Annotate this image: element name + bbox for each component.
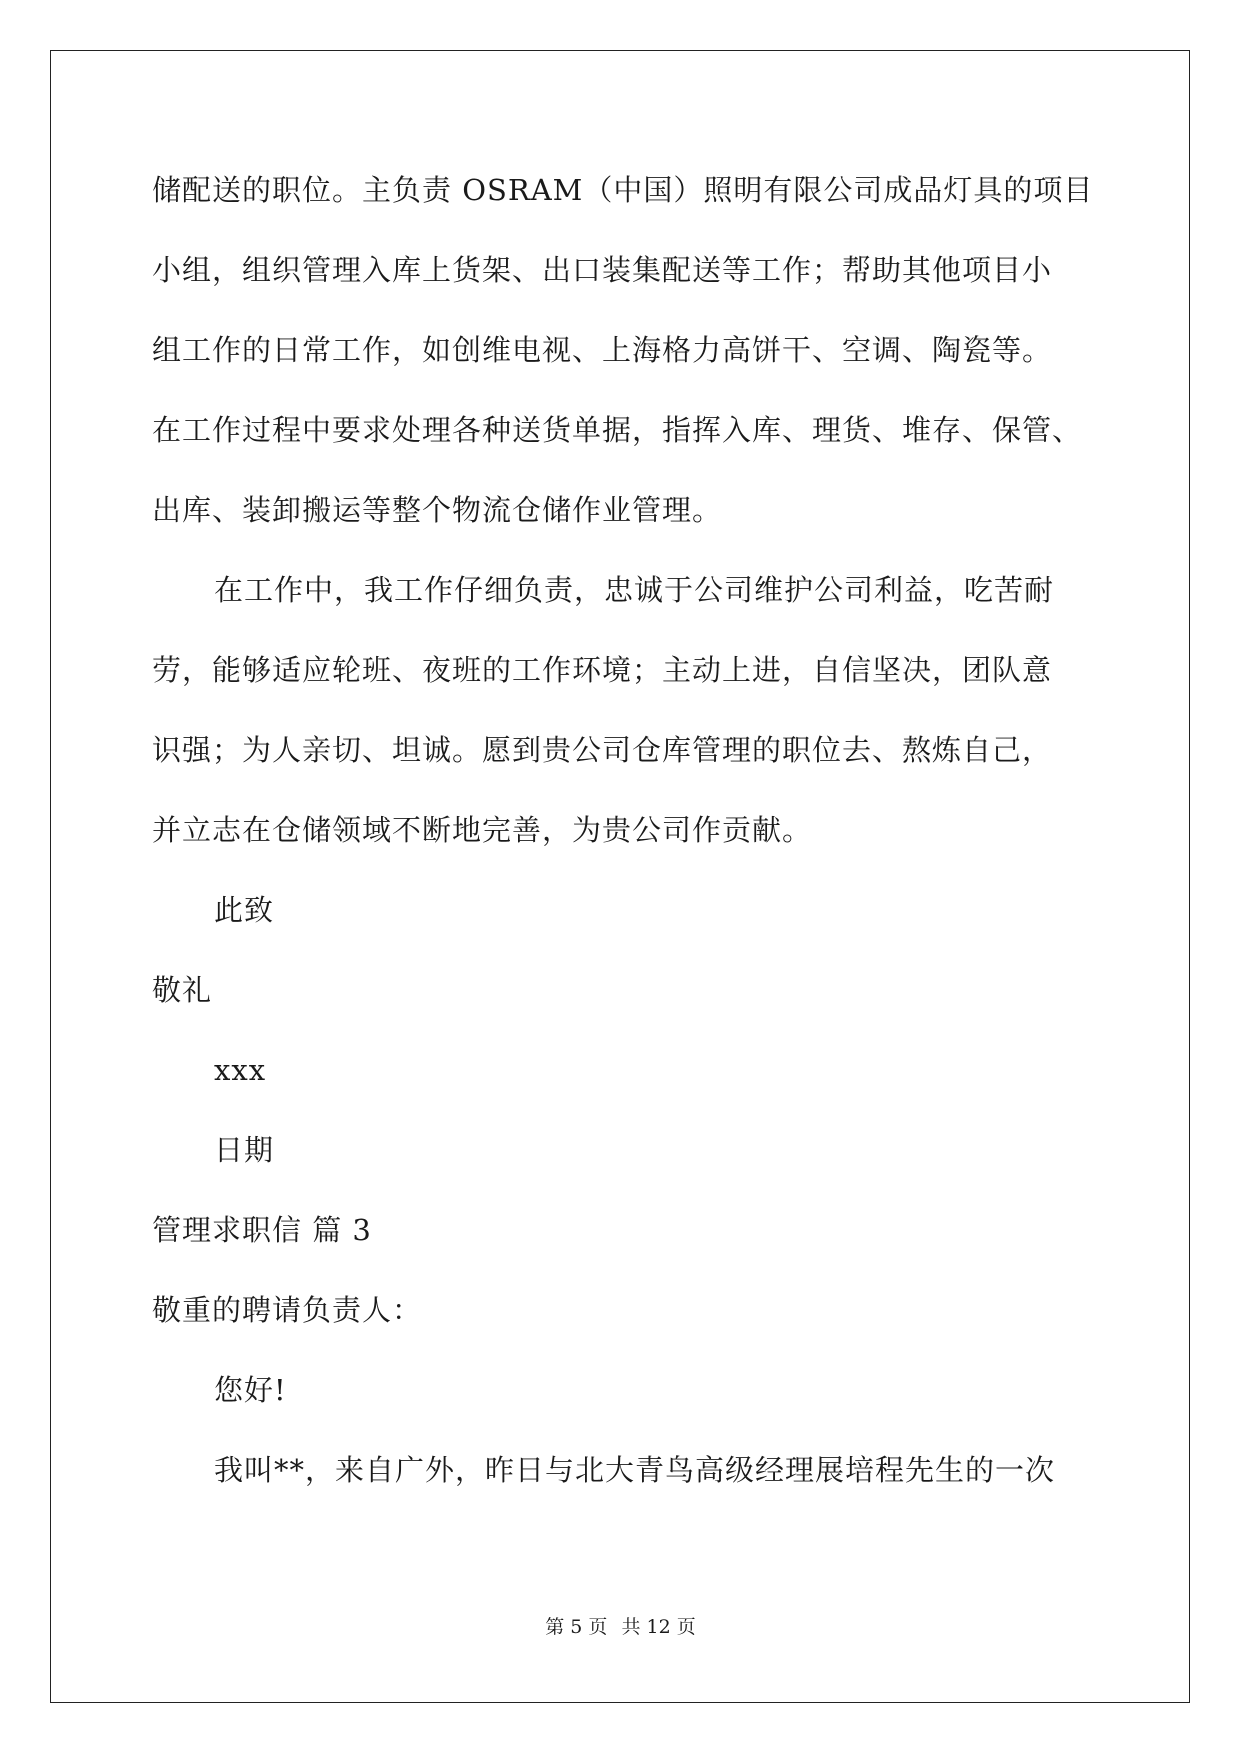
text-line: 劳，能够适应轮班、夜班的工作环境；主动上进，自信坚决，团队意	[152, 653, 1053, 687]
text-line: 小组，组织管理入库上货架、出口装集配送等工作；帮助其他项目小	[152, 253, 1053, 287]
paragraph-start-line: 在工作中，我工作仔细负责，忠诚于公司维护公司利益，吃苦耐	[214, 573, 1055, 607]
text-line: 识强；为人亲切、坦诚。愿到贵公司仓库管理的职位去、熬炼自己，	[152, 733, 1053, 767]
closing-regards: 敬礼	[152, 973, 213, 1007]
text-line: 储配送的职位。主负责 OSRAM（中国）照明有限公司成品灯具的项目	[152, 173, 1094, 207]
paragraph-start-line: 我叫**，来自广外，昨日与北大青鸟高级经理展培程先生的一次	[214, 1453, 1056, 1487]
signature-name: xxx	[214, 1053, 267, 1087]
text-line: 出库、装卸搬运等整个物流仓储作业管理。	[152, 493, 723, 527]
closing-salutation: 此致	[214, 893, 275, 927]
greeting: 您好!	[214, 1373, 287, 1407]
text-line: 并立志在仓储领域不断地完善，为贵公司作贡献。	[152, 813, 813, 847]
text-line: 在工作过程中要求处理各种送货单据，指挥入库、理货、堆存、保管、	[152, 413, 1083, 447]
signature-date: 日期	[214, 1133, 275, 1167]
section-heading: 管理求职信 篇 3	[152, 1213, 372, 1247]
page-footer	[0, 1615, 1241, 1639]
text-line: 组工作的日常工作，如创维电视、上海格力高饼干、空调、陶瓷等。	[152, 333, 1053, 367]
letter-recipient: 敬重的聘请负责人：	[152, 1293, 423, 1327]
page-total: 共 12 页	[621, 1616, 696, 1638]
page-number: 第 5 页	[545, 1616, 608, 1638]
